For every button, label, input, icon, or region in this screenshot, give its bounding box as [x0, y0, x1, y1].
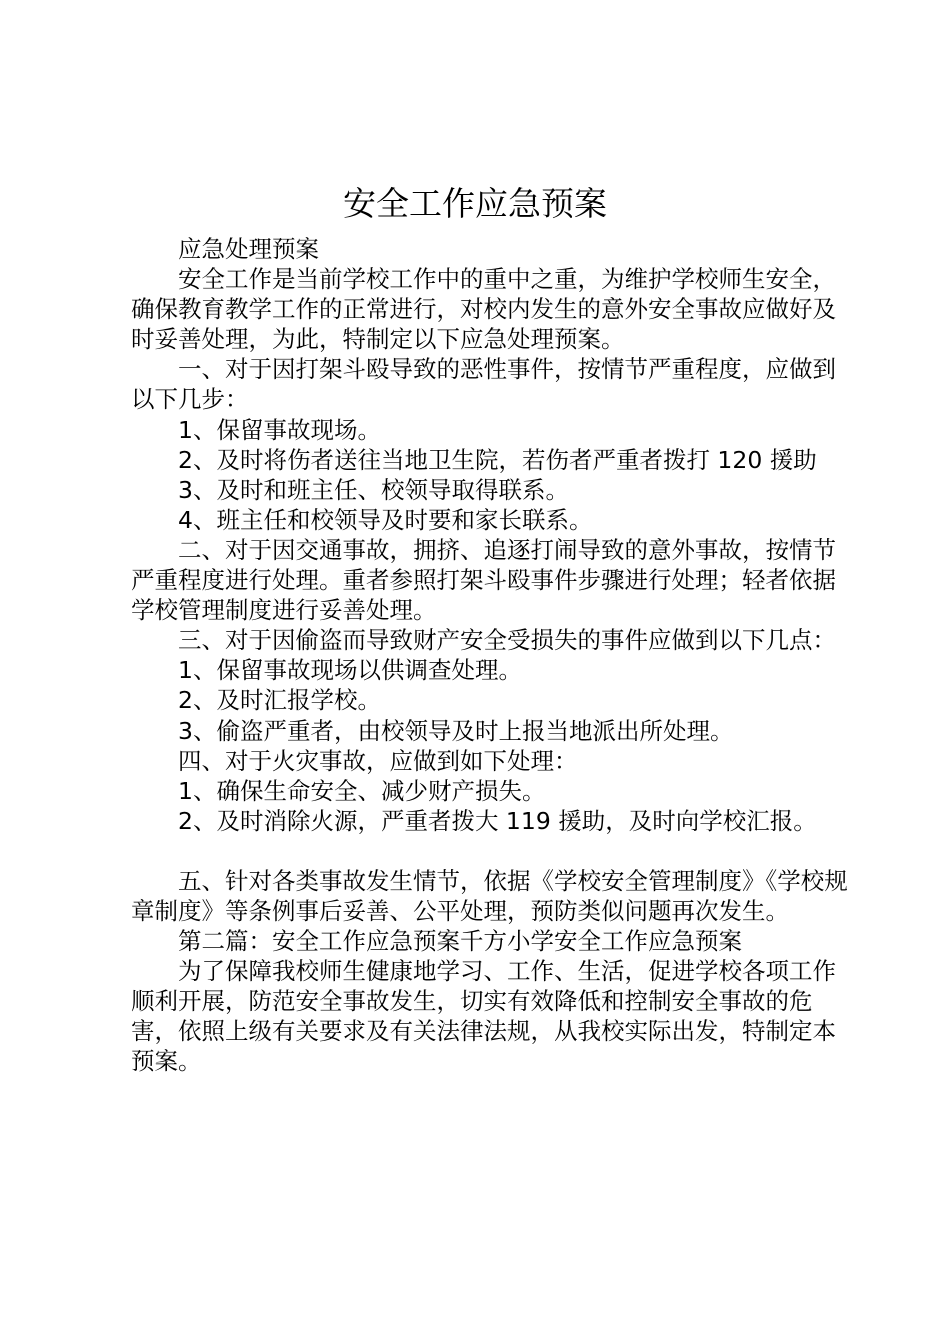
paragraph-step: 1、保留事故现场。 — [178, 415, 381, 444]
paragraph-item-theft: 三、对于因偷盗而导致财产安全受损失的事件应做到以下几点： — [178, 626, 836, 655]
paragraph-item-fire: 四、对于火灾事故，应做到如下处理： — [178, 746, 578, 775]
document-title: 安全工作应急预案 — [343, 184, 607, 223]
paragraph-step: 1、确保生命安全、减少财产损失。 — [178, 776, 546, 805]
blank-line — [131, 836, 851, 866]
paragraph-second-part-heading: 第二篇：安全工作应急预案千方小学安全工作应急预案 — [178, 927, 742, 956]
paragraph-item-general: 五、针对各类事故发生情节，依据《学校安全管理制度》《学校规章制度》等条例事后妥善、公平处理，预防类似问题再次发生。 — [131, 866, 848, 925]
paragraph-intro: 安全工作是当前学校工作中的重中之重，为维护学校师生安全，确保教育教学工作的正常进行，对校内发生的意外安全事故应做好及时妥善处理，为此，特制定以下应急处理预案。 — [131, 265, 836, 354]
paragraph-item-fighting: 一、对于因打架斗殴导致的恶性事件，按情节严重程度，应做到以下几步： — [131, 355, 836, 414]
paragraph-step: 4、班主任和校领导及时要和家长联系。 — [178, 505, 593, 534]
paragraph-second-part-intro: 为了保障我校师生健康地学习、工作、生活，促进学校各项工作顺利开展，防范安全事故发生，切实有效降低和控制安全事故的危害，依照上级有关要求及有关法律法规，从我校实际出发，特制定本预案。 — [131, 957, 836, 1076]
paragraph-step: 3、及时和班主任、校领导取得联系。 — [178, 475, 569, 504]
paragraph-section-heading: 应急处理预案 — [178, 235, 319, 263]
paragraph-item-traffic: 二、对于因交通事故，拥挤、追逐打闹导致的意外事故，按情节严重程度进行处理。重者参照打架斗殴事件步骤进行处理；轻者依据学校管理制度进行妥善处理。 — [131, 535, 836, 625]
paragraph-step: 3、偷盗严重者，由校领导及时上报当地派出所处理。 — [178, 716, 734, 745]
paragraph-step: 1、保留事故现场以供调查处理。 — [178, 656, 522, 685]
paragraph-step: 2、及时消除火源，严重者拨大 119 援助，及时向学校汇报。 — [178, 806, 817, 835]
document-body — [131, 234, 851, 1077]
paragraph-step: 2、及时汇报学校。 — [178, 686, 381, 715]
paragraph-step: 2、及时将伤者送往当地卫生院，若伤者严重者拨打 120 援助 — [178, 445, 817, 474]
